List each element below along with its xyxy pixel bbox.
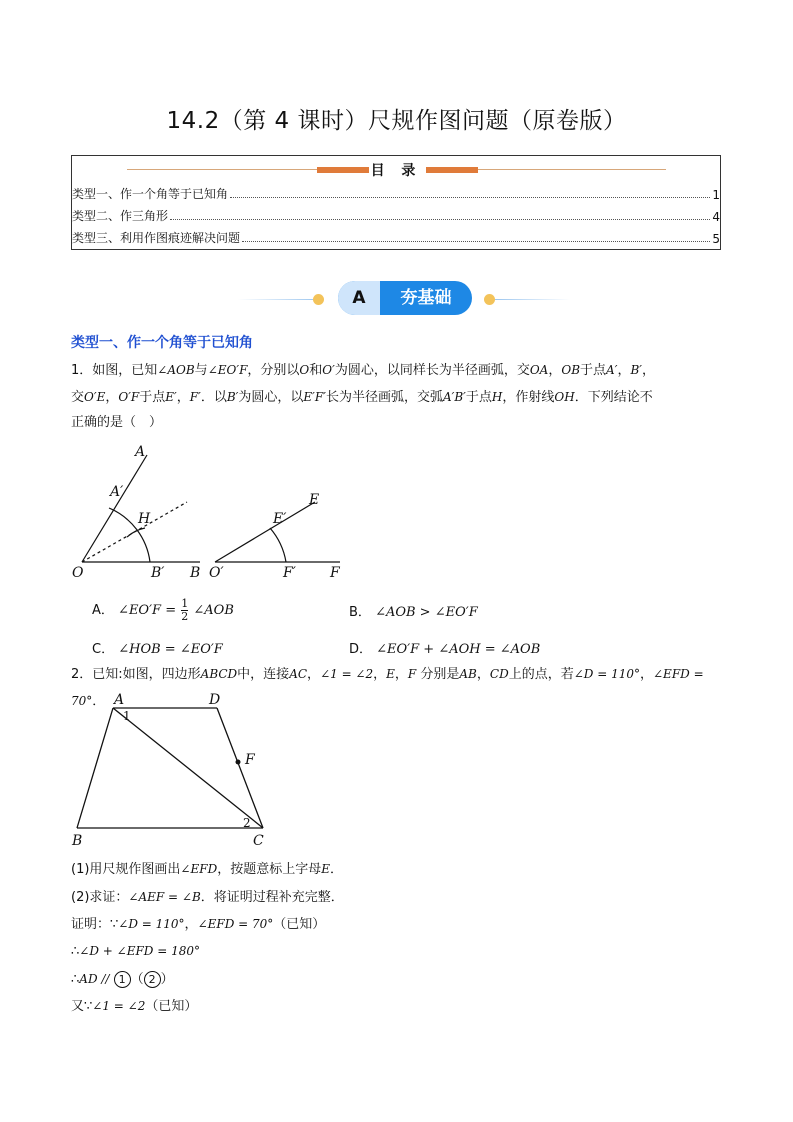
label-f: F	[245, 752, 255, 768]
toc-item-page: 1	[712, 188, 720, 202]
banner-letter: A	[338, 281, 380, 315]
proof-line-1: 证明：∵∠D = 110°，∠EFD = 70°（已知）	[71, 917, 326, 932]
question-2-line-1: 2．已知:如图，四边形ABCD中，连接AC，∠1 = ∠2，E，F 分别是AB，CD上的点，若∠D = 110°，∠EFD = 70°．	[71, 667, 704, 709]
point-f	[236, 760, 241, 765]
proof-line-4: 又∵∠1 = ∠2（已知）	[71, 999, 198, 1014]
banner-pill	[338, 281, 472, 315]
toc-header	[72, 160, 720, 178]
ray-oa	[82, 455, 147, 562]
toc-leader	[242, 241, 710, 242]
question-1-line-3: 正确的是（ ）	[71, 415, 163, 430]
toc-item[interactable]	[72, 206, 720, 224]
blank-2[interactable]: 2	[144, 971, 161, 988]
question-1-line-2: 交O′E，O′F于点E′，F′．以B′为圆心，以E′F′长为半径画弧，交弧A′B′于点H，作射线OH．下列结论不	[71, 390, 653, 405]
label-a: A	[114, 692, 125, 708]
toc-item-page: 5	[712, 232, 720, 246]
ray-oe	[215, 502, 315, 562]
toc-leader	[170, 219, 710, 220]
section-banner	[0, 279, 793, 319]
question-2-figure	[65, 690, 275, 850]
toc-leader	[230, 197, 710, 198]
question-2-part-2: (2)求证：∠AEF = ∠B．将证明过程补充完整．	[71, 890, 344, 905]
question-1-line-1: 1．如图，已知∠AOB与∠EO′F，分别以O和O′为圆心，以同样长为半径画弧，交OA，OB于点A′，B′，	[71, 363, 656, 378]
toc-item-page: 4	[712, 210, 720, 224]
label-a-prime: A′	[110, 484, 124, 500]
label-o: O	[72, 565, 84, 581]
option-b[interactable]: B． ∠AOB > ∠EO′F	[349, 605, 478, 620]
banner-dot-left	[313, 294, 324, 305]
proof-line-3: ∴AD // 1 （ 2 ）	[71, 972, 174, 987]
toc-title: 目 录	[370, 163, 422, 179]
question-2-part-1: (1)用尺规作图画出∠EFD，按题意标上字母E．	[71, 862, 343, 877]
label-f: F	[330, 565, 340, 581]
table-of-contents	[71, 155, 721, 250]
toc-item-label: 类型一、作一个角等于已知角	[72, 187, 229, 201]
label-angle-1: 1	[123, 709, 131, 723]
label-o-prime: O′	[209, 565, 224, 581]
side-ab	[77, 708, 113, 828]
page-title: 14.2（第 4 课时）尺规作图问题（原卷版）	[166, 108, 627, 134]
label-e-prime: E′	[273, 511, 287, 527]
banner-line-right	[495, 299, 570, 300]
section-heading: 类型一、作一个角等于已知角	[71, 335, 253, 351]
label-a: A	[135, 444, 146, 460]
toc-item-label: 类型二、作三角形	[72, 209, 169, 223]
option-d[interactable]: D． ∠EO′F + ∠AOH = ∠AOB	[349, 642, 541, 657]
label-b-prime: B′	[151, 565, 165, 581]
option-a[interactable]: A． ∠EO′F = $\frac{1}{2}$ ∠AOB	[92, 597, 234, 623]
arc-ef	[270, 528, 286, 562]
label-b: B	[190, 565, 201, 581]
toc-item[interactable]	[72, 184, 720, 202]
banner-line-left	[238, 299, 318, 300]
toc-item-label: 类型三、利用作图痕迹解决问题	[72, 231, 241, 245]
label-e: E	[309, 492, 320, 508]
label-c: C	[253, 833, 264, 849]
blank-1[interactable]: 1	[114, 971, 131, 988]
question-1-figure	[65, 440, 365, 585]
label-f-prime: F′	[283, 565, 296, 581]
label-angle-2: 2	[243, 816, 251, 830]
label-h: H	[138, 511, 151, 527]
banner-dot-right	[484, 294, 495, 305]
label-b: B	[72, 833, 83, 849]
banner-text: 夯基础	[400, 288, 452, 308]
fraction-half: $\frac{1}{2}$	[181, 597, 189, 623]
proof-line-2: ∴∠D + ∠EFD = 180°	[71, 944, 200, 959]
label-d: D	[209, 692, 221, 708]
toc-item[interactable]	[72, 228, 720, 246]
option-c[interactable]: C． ∠HOB = ∠EO′F	[92, 642, 223, 657]
